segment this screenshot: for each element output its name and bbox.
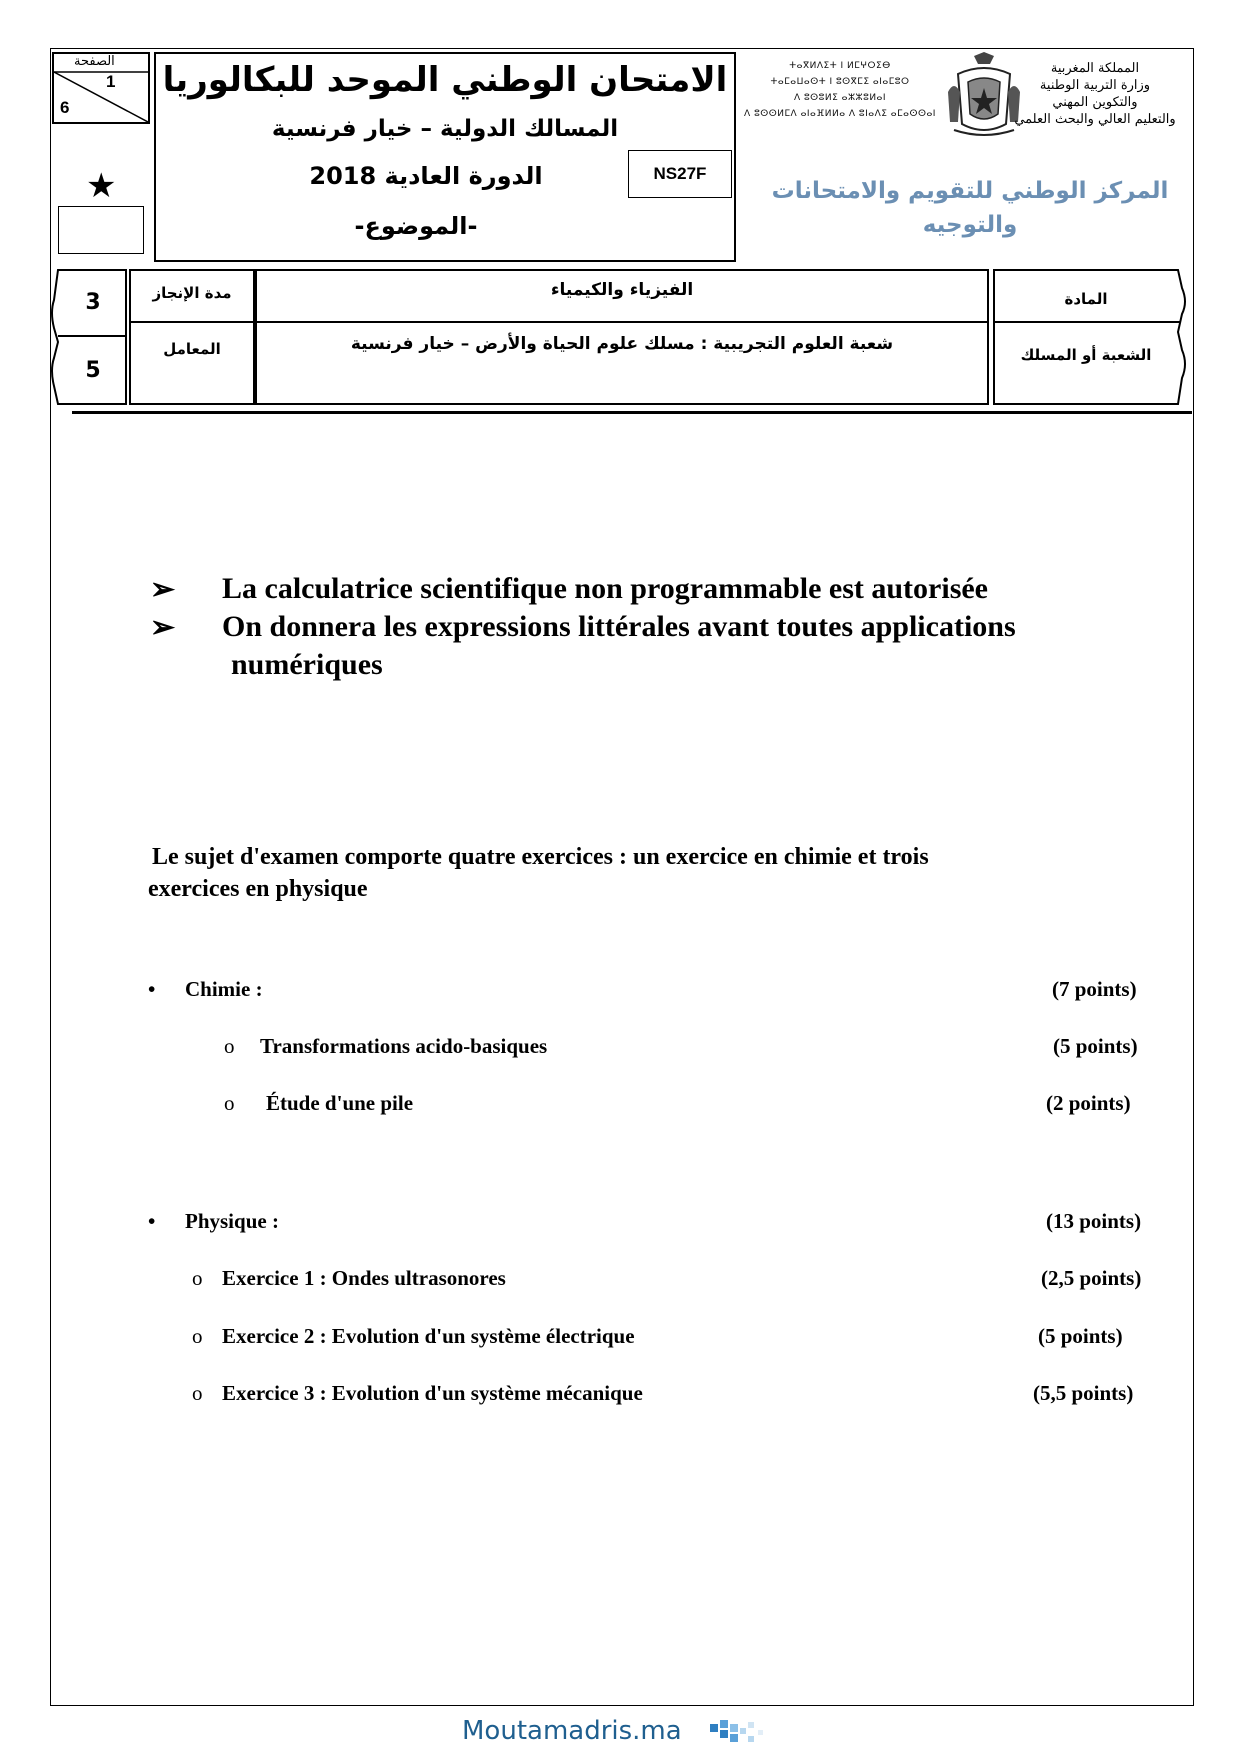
track-value: شعبة العلوم التجريبية : مسلك علوم الحياة والأرض – خيار فرنسية <box>350 334 894 354</box>
subject-word: -الموضوع- <box>354 212 478 240</box>
header-divider <box>72 411 1192 414</box>
pixel-logo-icon <box>708 1718 778 1752</box>
center-line: المركز الوطني للتقويم والامتحانات <box>771 178 1169 204</box>
chemistry-item-points: (5 points) <box>1053 1034 1138 1058</box>
chemistry-item-title: Transformations acido-basiques <box>260 1034 548 1058</box>
tifinagh-line: ⵜⴰⵎⴰⵡⴰⵙⵜ ⵏ ⵓⵙⴳⵎⵉ ⴰⵏⴰⵎⵓⵔ <box>770 77 910 87</box>
instruction-line: On donnera les expressions littérales avant toutes applications <box>222 610 1016 643</box>
page-number-box <box>52 52 150 124</box>
exam-title: الامتحان الوطني الموحد للبكالوريا <box>162 60 728 100</box>
exam-code: NS27F <box>628 150 732 198</box>
ministry-line: المملكة المغربية <box>1050 61 1140 76</box>
tifinagh-line: ⴷ ⵓⵙⵙⵍⵎⴷ ⴰⵏⴰⴼⵍⵍⴰ ⴷ ⵓⵏⴰⴷⵉ ⴰⵎⴰⵙⵙⴰⵏ <box>744 109 936 119</box>
disc-bullet-icon: • <box>148 1209 156 1233</box>
tifinagh-header <box>740 58 940 122</box>
physics-item-points: (2,5 points) <box>1041 1266 1142 1290</box>
circle-bullet-icon: o <box>224 1091 235 1115</box>
circle-bullet-icon: o <box>192 1266 203 1290</box>
page-label: الصفحة <box>74 54 115 69</box>
arrow-bullet-icon: ➢ <box>150 611 176 644</box>
page-current: 1 <box>106 72 116 91</box>
chemistry-item-points: (2 points) <box>1046 1091 1131 1115</box>
coef-label: المعامل <box>163 340 221 358</box>
intro-line: Le sujet d'examen comporte quatre exercices : un exercice en chimie et trois <box>152 844 929 870</box>
tifinagh-line: ⵜⴰⴳⵍⴷⵉⵜ ⵏ ⵍⵎⵖⵔⵉⴱ <box>789 61 891 71</box>
subject-label: المادة <box>1064 290 1108 308</box>
star-icon: ★ <box>86 166 117 206</box>
disc-bullet-icon: • <box>148 977 156 1001</box>
subject-value: الفيزياء والكيمياء <box>550 280 694 300</box>
circle-bullet-icon: o <box>192 1381 203 1405</box>
physics-item-points: (5,5 points) <box>1033 1381 1134 1405</box>
chemistry-label: Chimie : <box>185 977 263 1001</box>
session: الدورة العادية 2018 <box>309 162 543 190</box>
ministry-line: والتعليم العالي والبحث العلمي <box>1014 112 1176 127</box>
center-name <box>760 174 1180 242</box>
ministry-line: وزارة التربية الوطنية <box>1039 78 1151 93</box>
chemistry-points: (7 points) <box>1052 977 1137 1001</box>
duration-label: مدة الإنجاز <box>152 284 232 302</box>
chemistry-item-title: Étude d'une pile <box>266 1091 414 1115</box>
physics-item-title: Exercice 1 : Ondes ultrasonores <box>222 1266 506 1290</box>
center-line: والتوجيه <box>922 212 1018 238</box>
physics-label: Physique : <box>185 1209 279 1233</box>
arrow-bullet-icon: ➢ <box>150 573 176 606</box>
physics-item-points: (5 points) <box>1038 1324 1123 1348</box>
track-label: الشعبة أو المسلك <box>1020 346 1152 364</box>
physics-item-title: Exercice 2 : Evolution d'un système électrique <box>222 1324 635 1348</box>
physics-item-title: Exercice 3 : Evolution d'un système mécanique <box>222 1381 643 1405</box>
exam-subtitle: المسالك الدولية – خيار فرنسية <box>271 116 619 142</box>
intro-line: exercices en physique <box>148 876 368 902</box>
tifinagh-line: ⴷ ⵓⵙⵓⵍⵉ ⴰⵣⵣⵓⵍⴰⵏ <box>793 93 887 103</box>
physics-points: (13 points) <box>1046 1209 1142 1233</box>
instruction-line: La calculatrice scientifique non programmable est autorisée <box>222 572 988 605</box>
empty-box <box>58 206 144 254</box>
circle-bullet-icon: o <box>192 1324 203 1348</box>
instruction-line: numériques <box>231 648 383 681</box>
footer-site-logo[interactable]: Moutamadris.ma <box>462 1716 682 1746</box>
ministry-block <box>1000 60 1190 128</box>
ministry-line: والتكوين المهني <box>1052 95 1138 110</box>
page-total: 6 <box>60 98 70 117</box>
duration-value: 3 <box>85 290 101 315</box>
coef-value: 5 <box>85 358 101 383</box>
circle-bullet-icon: o <box>224 1034 235 1058</box>
